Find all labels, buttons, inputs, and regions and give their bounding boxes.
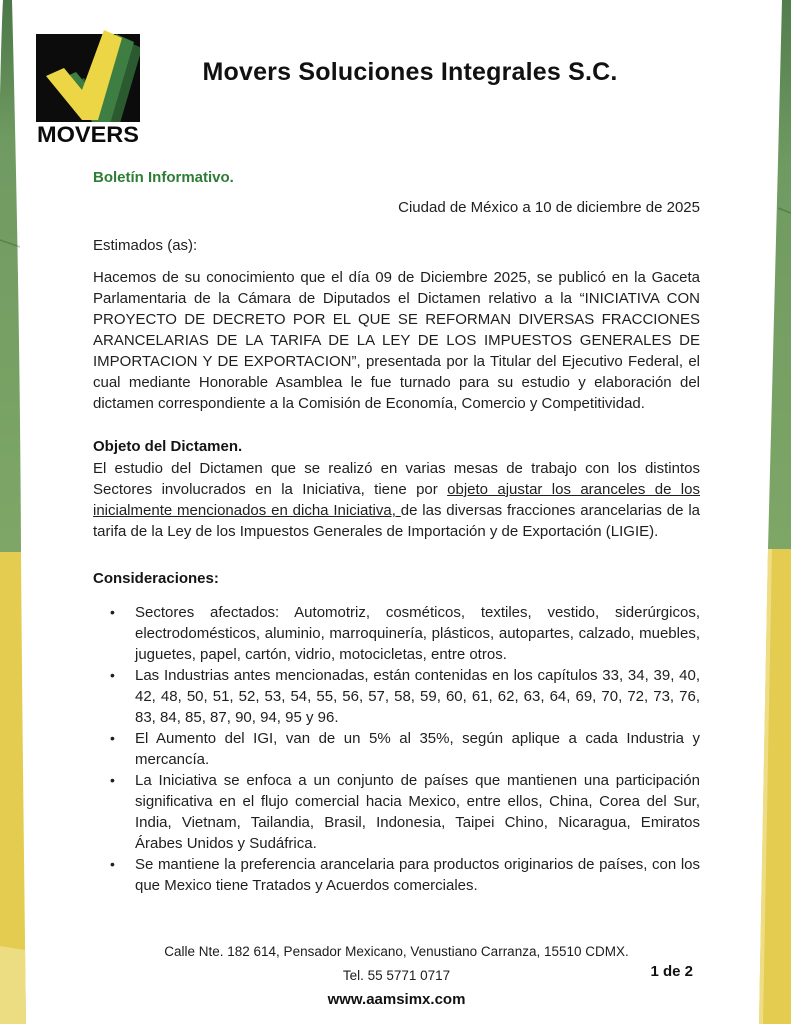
objeto-text-after: de las diversas fracciones arancelarias de la tarifa de la Ley de los Impuestos Generales de Importación y de Exportación (LIGIE). — [93, 502, 700, 540]
intro-paragraph: Hacemos de su conocimiento que el día 09 de Diciembre 2025, se publicó en la Gaceta Parlamentaria de la Cámara de Diputados el Dictamen relativo a la “INICIATIVA CON PROYECTO DE DECRETO POR EL QUE SE REFORMAN DIVERSAS FRACCIONES ARANCELARIAS DE LA TARIFA DE LA LEY DE LOS IMPUESTOS GENERALES DE IMPORTACION Y DE EXPORTACION”, presentada por la Titular del Ejecutivo Federal, el cual mediante Honorable Asamblea le fue turnado para su estudio y elaboración del dictamen correspondiente a la Comisión de Economía, Comercio y Competitividad. — [93, 269, 700, 412]
list-item: • Se mantiene la preferencia arancelaria para productos originarios de países, con los que Mexico tiene Tratados y Acuerdos comerciales. — [93, 854, 700, 896]
bulletin-label: Boletín Informativo. — [93, 169, 234, 186]
footer-phone: Tel. 55 5771 0717 — [342, 968, 451, 983]
page-indicator: 1 de 2 — [650, 963, 693, 980]
list-item: • El Aumento del IGI, van de un 5% al 35%, según aplique a cada Industria y mercancía. — [93, 728, 700, 770]
objeto-text-before: El estudio del Dictamen que se realizó en varias mesas de trabajo con los distintos Sectores involucrados en la Iniciativa, tiene por — [93, 460, 700, 498]
logo-wordmark: MOVERS — [37, 122, 139, 146]
dateline: Ciudad de México a 10 de diciembre de 2025 — [398, 199, 700, 216]
objeto-paragraph — [93, 458, 700, 542]
right-ribbon-decoration — [747, 0, 791, 1024]
list-item: • La Iniciativa se enfoca a un conjunto de países que mantienen una participación significativa en el flujo comercial hacia Mexico, entre ellos, China, Corea del Sur, India, Vietnam, Tailandia, Brasil, Indonesia, Taipei Chino, Nicaragua, Emiratos Árabes Unidos y Sudáfrica. — [93, 770, 700, 854]
left-ribbon-decoration — [0, 0, 44, 1024]
consideraciones-list — [93, 602, 700, 896]
consideraciones-heading: Consideraciones: — [93, 570, 219, 587]
salutation: Estimados (as): — [93, 237, 198, 254]
objeto-heading: Objeto del Dictamen. — [93, 438, 243, 455]
document-body — [93, 0, 700, 1024]
list-item: • Las Industrias antes mencionadas, están contenidas en los capítulos 33, 34, 39, 40, 42, 48, 50, 51, 52, 53, 54, 55, 56, 57, 58, 59, 60, 61, 62, 63, 64, 69, 70, 72, 73, 76, 83, 84, 85, 87, 90, 94, 95 y 96. — [93, 665, 700, 728]
footer-website-link[interactable]: www.aamsimx.com — [327, 991, 466, 1008]
footer-address: Calle Nte. 182 614, Pensador Mexicano, Venustiano Carranza, 15510 CDMX. — [164, 944, 629, 959]
objeto-text-underlined: objeto ajustar los aranceles de los inicialmente mencionados en dicha Iniciativa, — [93, 481, 700, 519]
list-item: • Sectores afectados: Automotriz, cosméticos, textiles, vestido, siderúrgicos, electrodomésticos, aluminio, marroquinería, plásticos, autopartes, calzado, muebles, juguetes, papel, cartón, vidrio, motocicletas, entre otros. — [93, 602, 700, 665]
company-title: Movers Soluciones Integrales S.C. — [202, 58, 618, 86]
